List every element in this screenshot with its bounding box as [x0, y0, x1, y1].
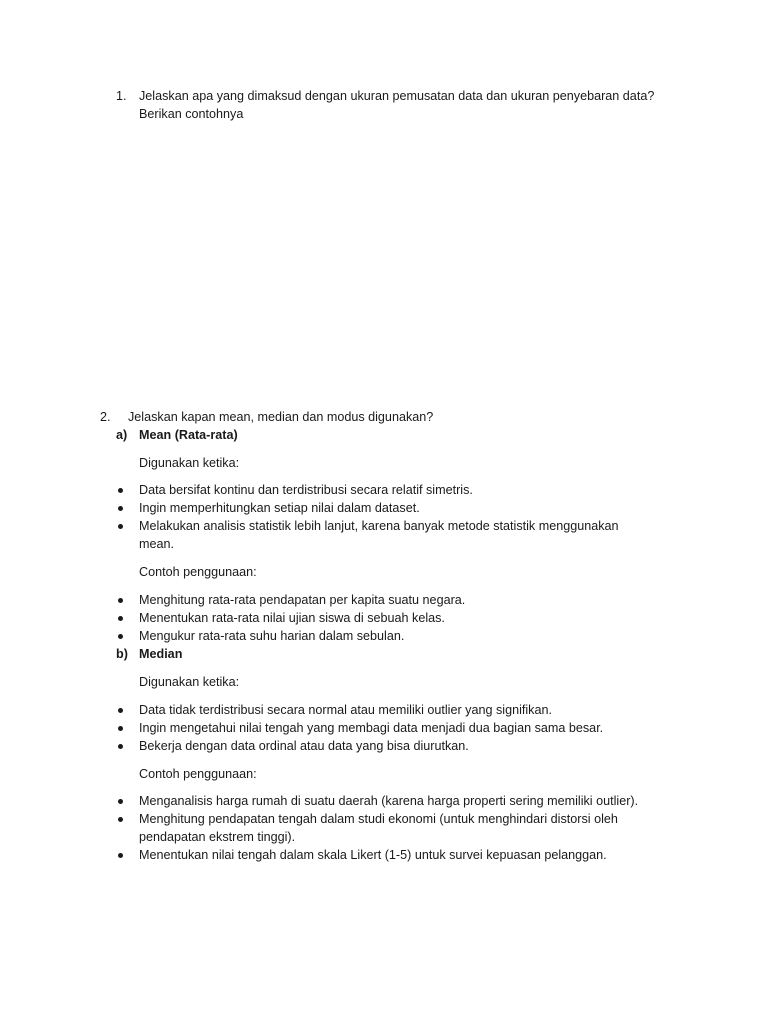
- q1-number: 1.: [116, 89, 127, 103]
- q2-number: 2.: [100, 410, 111, 424]
- list-item: Bekerja dengan data ordinal atau data yang bisa diurutkan.: [139, 739, 469, 753]
- list-item: Data tidak terdistribusi secara normal atau memiliki outlier yang signifikan.: [139, 703, 552, 717]
- section-b-examples-label: Contoh penggunaan:: [139, 767, 257, 781]
- list-item: Ingin mengetahui nilai tengah yang membagi data menjadi dua bagian sama besar.: [139, 721, 604, 735]
- bullet-icon: [118, 726, 123, 731]
- bullet-icon: [118, 817, 123, 822]
- section-a-heading: Mean (Rata-rata): [139, 428, 238, 442]
- list-item-continuation: mean.: [139, 537, 175, 551]
- list-item: Menentukan nilai tengah dalam skala Likert (1-5) untuk survei kepuasan pelanggan.: [139, 848, 607, 862]
- section-b-used-when-label: Digunakan ketika:: [139, 675, 240, 689]
- list-item: Melakukan analisis statistik lebih lanjut, karena banyak metode statistik menggunakan: [139, 519, 619, 533]
- bullet-icon: [118, 634, 123, 639]
- list-item: Menganalisis harga rumah di suatu daerah (karena harga properti sering memiliki outlier).: [139, 794, 639, 808]
- section-a-used-when-label: Digunakan ketika:: [139, 456, 240, 470]
- section-b-heading: Median: [139, 647, 183, 661]
- bullet-icon: [118, 488, 123, 493]
- list-item-continuation: pendapatan ekstrem tinggi).: [139, 830, 296, 844]
- section-a-examples-label: Contoh penggunaan:: [139, 565, 257, 579]
- list-item: Mengukur rata-rata suhu harian dalam sebulan.: [139, 629, 405, 643]
- list-item: Menghitung pendapatan tengah dalam studi ekonomi (untuk menghindari distorsi oleh: [139, 812, 618, 826]
- bullet-icon: [118, 799, 123, 804]
- q1-text-line2: Berikan contohnya: [139, 107, 244, 121]
- list-item: Menentukan rata-rata nilai ujian siswa di sebuah kelas.: [139, 611, 445, 625]
- section-a-marker: a): [116, 428, 128, 442]
- section-b-marker: b): [116, 647, 128, 661]
- q2-text: Jelaskan kapan mean, median dan modus digunakan?: [128, 410, 434, 424]
- bullet-icon: [118, 524, 123, 529]
- bullet-icon: [118, 708, 123, 713]
- bullet-icon: [118, 853, 123, 858]
- bullet-icon: [118, 616, 123, 621]
- bullet-icon: [118, 744, 123, 749]
- list-item: Ingin memperhitungkan setiap nilai dalam dataset.: [139, 501, 420, 515]
- list-item: Menghitung rata-rata pendapatan per kapita suatu negara.: [139, 593, 466, 607]
- list-item: Data bersifat kontinu dan terdistribusi secara relatif simetris.: [139, 483, 473, 497]
- bullet-icon: [118, 598, 123, 603]
- bullet-icon: [118, 506, 123, 511]
- q1-text-line1: Jelaskan apa yang dimaksud dengan ukuran pemusatan data dan ukuran penyebaran data?: [139, 89, 655, 103]
